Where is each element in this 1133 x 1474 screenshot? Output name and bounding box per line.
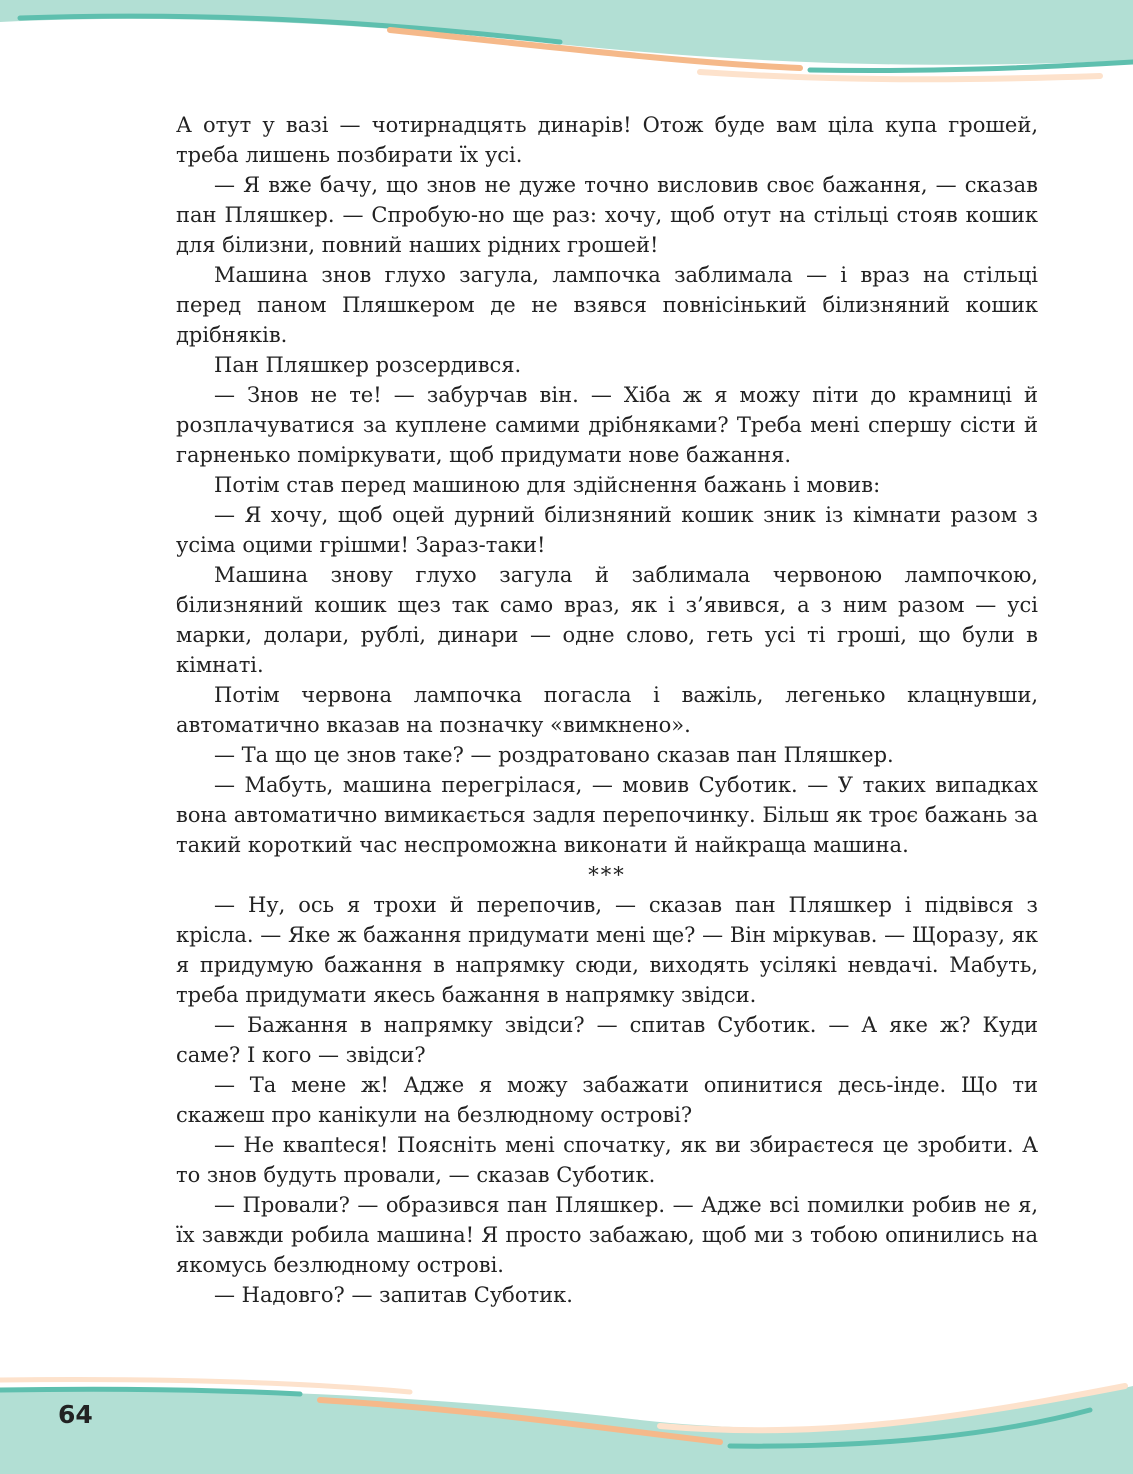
top-teal-band (0, 0, 1133, 65)
top-wave-decoration (0, 0, 1133, 90)
story-text (176, 110, 1038, 1310)
paragraph: — Знов не те! — забурчав він. — Хіба ж я можу піти до крамниці й розплачуватися за куплене самими дрібняками? Треба мені спершу сісти й гарненько поміркувати, щоб придумати нове бажання. (176, 383, 1038, 467)
page-number: 64 (58, 1400, 93, 1429)
paragraph: Машина знову глухо загула й заблимала червоною лампочкою, білизняний кошик щез так само враз, як і з’явився, а з ним разом — усі марки, долари, рублі, динари — одне слово, геть усі ті гроші, що були в кімнаті. (176, 563, 1038, 677)
bottom-wave-decoration (0, 1370, 1133, 1474)
paragraph: — Та мене ж! Адже я можу забажати опинитися десь-інде. Що ти скажеш про канікули на безлюдному острові? (176, 1073, 1038, 1127)
paragraph: А отут у вазі — чотирнадцять динарів! Отож буде вам ціла купа грошей, треба лишень позбирати їх усі. (176, 113, 1038, 167)
bottom-teal-band (0, 1386, 1133, 1474)
paragraph: — Я вже бачу, що знов не дуже точно висловив своє бажання, — сказав пан Пляшкер. — Спробую-но ще раз: хочу, щоб отут на стільці стояв кошик для білизни, повний наших рідних грошей! (176, 173, 1038, 257)
paragraph: — Я хочу, щоб оцей дурний білизняний кошик зник із кімнати разом з усіма оцими грішми! Зараз-таки! (176, 503, 1038, 557)
paragraph: Потім червона лампочка погасла і важіль, легенько клацнувши, автоматично вказав на позначку «вимкнено». (176, 683, 1038, 737)
paragraph: — Бажання в напрямку звідси? — спитав Суботик. — А яке ж? Куди саме? І кого — звідси? (176, 1013, 1038, 1067)
top-cream-stripe (700, 72, 1100, 79)
paragraph: Машина знов глухо загула, лампочка заблимала — і враз на стільці перед паном Пляшкером де не взявся повнісінький білизняний кошик дрібняків. (176, 263, 1038, 347)
paragraph: — Провали? — образився пан Пляшкер. — Адже всі помилки робив не я, їх завжди робила машина! Я просто забажаю, щоб ми з тобою опинились на якомусь безлюдному острові. (176, 1193, 1038, 1277)
paragraph: — Надовго? — запитав Суботик. (214, 1283, 573, 1307)
paragraph: — Мабуть, машина перегрілася, — мовив Суботик. — У таких випадках вона автоматично вимикається задля перепочинку. Більш як троє бажань за такий короткий час неспроможна виконати й найкраща машина. (176, 773, 1038, 857)
paragraph: — Ну, ось я трохи й перепочив, — сказав пан Пляшкер і підвівся з крісла. — Яке ж бажання придумати мені ще? — Він міркував. — Щоразу, як я придумую бажання в напрямку сюди, виходять усілякі невдачі. Мабуть, треба придумати якесь бажання в напрямку звідси. (176, 893, 1038, 1007)
paragraph: — Не квапtеся! Поясніть мені спочатку, як ви збираєтеся це зробити. А то знов будуть провали, — сказав Суботик. (176, 1133, 1038, 1187)
paragraph: Пан Пляшкер розсердився. (214, 353, 522, 377)
paragraph: Потім став перед машиною для здійснення бажань і мовив: (214, 473, 881, 497)
paragraph: — Та що це знов таке? — роздратовано сказав пан Пляшкер. (214, 743, 894, 767)
section-separator: *** (588, 863, 626, 887)
